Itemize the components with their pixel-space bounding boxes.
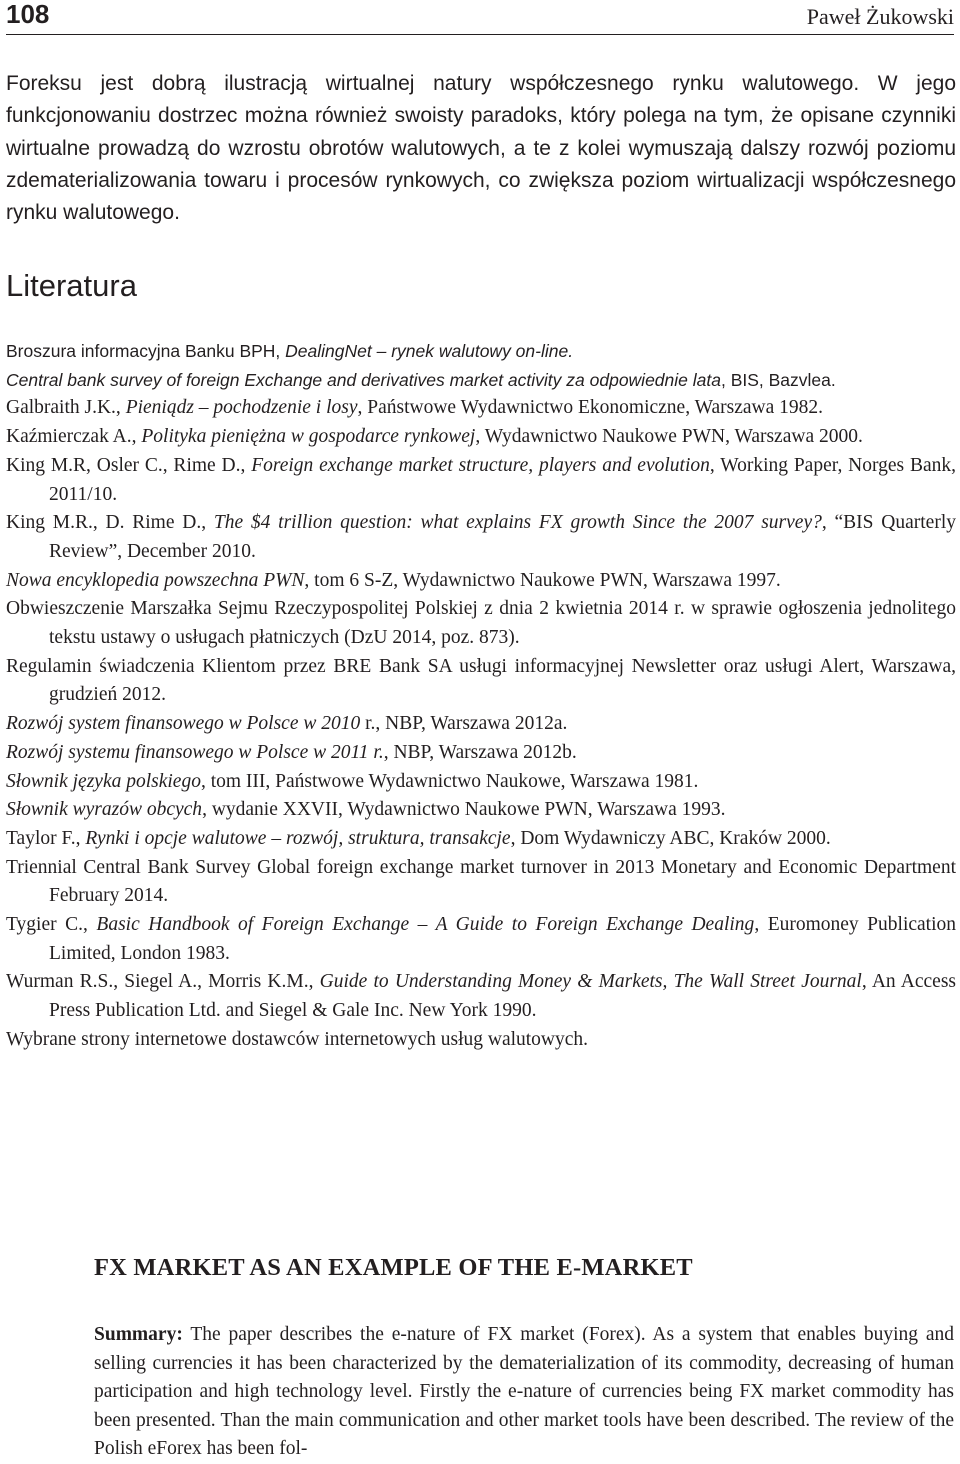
reference-text: , tom 6 S-Z, Wydawnictwo Naukowe PWN, Warszawa 1997. [304, 569, 781, 591]
summary-label: Summary: [94, 1324, 183, 1345]
reference-title: Nowa encyklopedia powszechna PWN [6, 569, 305, 591]
reference-text: r., NBP, Warszawa 2012a. [360, 713, 568, 735]
running-head-author: Paweł Żukowski [806, 4, 954, 29]
reference-title: Rozwój systemu finansowego w Polsce w 2011 r. [6, 741, 384, 763]
reference-item [6, 567, 956, 596]
reference-text: , “BIS Quarterly Review”, December 2010. [49, 512, 956, 562]
reference-text: , wydanie XXVII, Wydawnictwo Naukowe PWN, Warszawa 1993. [202, 799, 726, 821]
summary-paragraph [94, 1321, 954, 1464]
literature-heading: Literatura [6, 268, 137, 303]
reference-text: , Wydawnictwo Naukowe PWN, Warszawa 2000. [475, 426, 863, 448]
reference-title: Słownik języka polskiego [6, 770, 201, 792]
reference-item [6, 394, 956, 423]
reference-text: , Working Paper, Norges Bank, 2011/10. [49, 454, 956, 505]
reference-title: The $4 trillion question: what explains FX growth Since the 2007 survey? [213, 512, 822, 534]
reference-item [6, 710, 956, 739]
reference-title: Rynki i opcje walutowe – rozwój, struktura, transakcje [85, 827, 511, 849]
reference-list [6, 337, 956, 1055]
reference-title: Central bank survey of foreign Exchange and derivatives market activity za odpowiednie lata [6, 369, 721, 390]
reference-text: Wurman R.S., Siegel A., Morris K.M., [6, 971, 320, 993]
reference-item [6, 337, 956, 366]
reference-text: Triennial Central Bank Survey Global foreign exchange market turnover in 2013 Monetary and Economic Department February 2014. [6, 856, 956, 907]
reference-title: Słownik wyrazów obcych [6, 799, 203, 821]
page-header [6, 0, 954, 35]
reference-item [6, 854, 956, 911]
reference-text: , BIS, Bazvlea. [720, 369, 836, 390]
reference-item [6, 768, 956, 797]
page-number: 108 [6, 0, 50, 29]
reference-text: , Państwowe Wydawnictwo Ekonomiczne, Warszawa 1982. [357, 397, 823, 419]
reference-text: Wybrane strony internetowe dostawców internetowych usług walutowych. [6, 1028, 589, 1050]
reference-text: Regulamin świadczenia Klientom przez BRE Bank SA usługi informacyjnej Newsletter oraz usługi Alert, Warszawa, grudzień 2012. [6, 655, 956, 706]
reference-title: Pieniądz – pochodzenie i losy [125, 397, 358, 419]
english-article-title: FX MARKET AS AN EXAMPLE OF THE E-MARKET [94, 1254, 693, 1281]
reference-text: , tom III, Państwowe Wydawnictwo Naukowe, Warszawa 1981. [200, 770, 699, 792]
reference-text: King M.R., D. Rime D., [6, 512, 214, 534]
reference-text: , Dom Wydawniczy ABC, Kraków 2000. [510, 827, 831, 849]
reference-title: Foreign exchange market structure, players and evolution [251, 454, 710, 476]
reference-text: Galbraith J.K., [6, 397, 126, 419]
reference-title: Basic Handbook of Foreign Exchange – A Guide to Foreign Exchange Dealing [96, 914, 755, 936]
body-paragraph: Foreksu jest dobrą ilustracją wirtualnej natury współczesnego rynku walutowego. W jego funkcjonowaniu dostrzec można również swoisty paradoks, który polega na tym, że opisane czynniki wirtualne prowadzą do wzrostu obrotów walutowych, a te z kolei wymuszają dalszy rozwój poziomu zdematerializowania towaru i procesów rynkowych, co zwiększa poziom wirtualizacji współczesnego rynku walutowego. [6, 72, 956, 225]
reference-text: , An Access Press Publication Ltd. and Siegel & Gale Inc. New York 1990. [49, 971, 957, 1022]
reference-item [6, 509, 956, 566]
reference-text: Obwieszczenie Marszałka Sejmu Rzeczypospolitej Polskiej z dnia 2 kwietnia 2014 r. w sprawie ogłoszenia jednolitego tekstu ustawy o usługach płatniczych (DzU 2014, poz. 873). [6, 598, 956, 649]
reference-item [6, 423, 956, 452]
reference-item [6, 366, 956, 395]
reference-text: Kaźmierczak A., [6, 426, 142, 448]
summary-text: The paper describes the e-nature of FX market (Forex). As a system that enables buying and selling currencies it has been characterized by the dematerialization of its commodity, decreasing of human participation and high technology level. Firstly the e-nature of currencies being FX market commodity has been presented. Than the main communication and other market tools have been described. The review of the Polish eForex has been fol- [94, 1324, 954, 1460]
reference-title: Guide to Understanding Money & Markets, The Wall Street Journal [319, 971, 862, 993]
reference-item [6, 739, 956, 768]
reference-text: Taylor F., [6, 827, 86, 849]
reference-item [6, 968, 956, 1025]
reference-title: Polityka pieniężna w gospodarce rynkowej [141, 426, 476, 448]
reference-item [6, 653, 956, 710]
reference-text: Tygier C., [6, 914, 97, 936]
reference-item [6, 595, 956, 652]
reference-item [6, 452, 956, 509]
reference-item [6, 911, 956, 968]
reference-item [6, 1026, 956, 1055]
reference-item [6, 825, 956, 854]
reference-text: King M.R, Osler C., Rime D., [6, 454, 252, 476]
reference-title: DealingNet – rynek walutowy on-line. [285, 341, 574, 361]
reference-title: Rozwój system finansowego w Polsce w 2010 [6, 713, 361, 735]
reference-text: , Euromoney Publication Limited, London 1983. [49, 914, 957, 964]
reference-item [6, 796, 956, 825]
reference-text: , NBP, Warszawa 2012b. [383, 741, 577, 763]
reference-text: Broszura informacyjna Banku BPH, [6, 341, 286, 361]
